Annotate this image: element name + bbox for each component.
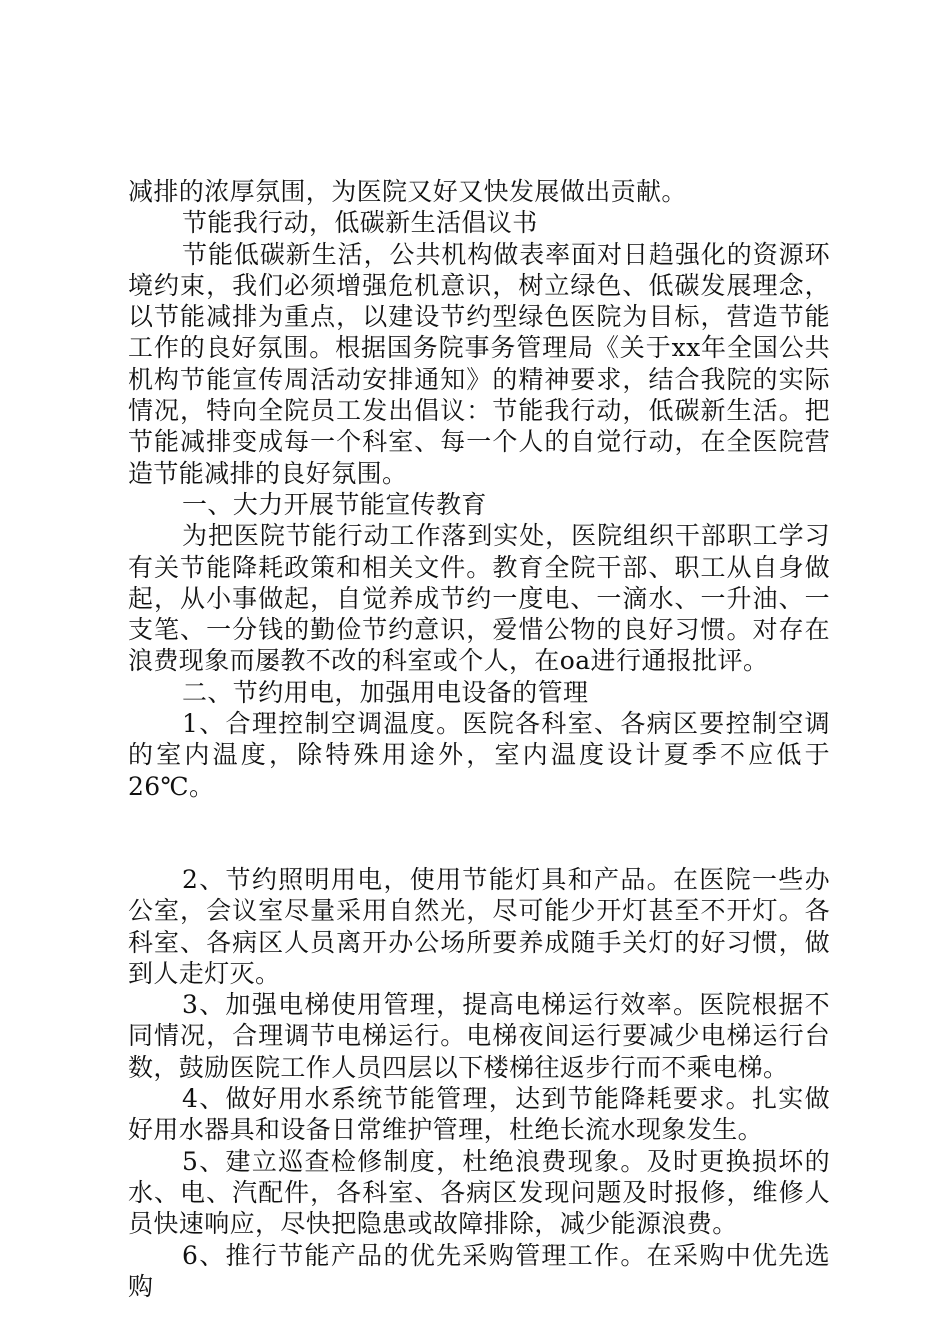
section-heading-2: 二、节约用电，加强用电设备的管理 xyxy=(182,677,589,707)
paragraph-proposal-body: 节能低碳新生活，公共机构做表率面对日趋强化的资源环境约束，我们必须增强危机意识，树立绿色、低碳发展理念，以节能减排为重点，以建设节约型绿色医院为目标，营造节能工作的良好氛围。根据国务院事务管理局《关于xx年全国公共机构节能宣传周活动安排通知》的精神要求，结合我院的实际情况，特向全院员工发出倡议：节能我行动，低碳新生活。把节能减排变成每一个科室、每一个人的自觉行动，在全医院营造节能减排的良好氛围。 xyxy=(128,239,830,488)
paragraph-section-1: 为把医院节能行动工作落到实处，医院组织干部职工学习有关节能降耗政策和相关文件。教育全院干部、职工从自身做起，从小事做起，自觉养成节约一度电、一滴水、一升油、一支笔、一分钱的勤俭节约意识，爱惜公物的良好习惯。对存在浪费现象而屡教不改的科室或个人，在oa进行通报批评。 xyxy=(128,521,830,676)
list-item-5: 5、建立巡查检修制度，杜绝浪费现象。及时更换损坏的水、电、汽配件，各科室、各病区发现问题及时报修，维修人员快速响应，尽快把隐患或故障排除，减少能源浪费。 xyxy=(128,1146,830,1239)
proposal-title: 节能我行动，低碳新生活倡议书 xyxy=(182,208,538,238)
list-item-4: 4、做好用水系统节能管理，达到节能降耗要求。扎实做好用水器具和设备日常维护管理，杜绝长流水现象发生。 xyxy=(128,1084,830,1145)
section-heading-1: 一、大力开展节能宣传教育 xyxy=(182,489,487,519)
list-item-2: 2、节约照明用电，使用节能灯具和产品。在医院一些办公室，会议室尽量采用自然光，尽可能少开灯甚至不开灯。各科室、各病区人员离开办公场所要养成随手关灯的好习惯，做到人走灯灭。 xyxy=(128,864,830,988)
list-item-6: 6、推行节能产品的优先采购管理工作。在采购中优先选购 xyxy=(128,1240,830,1301)
paragraph-intro-ending: 减排的浓厚氛围，为医院又好又快发展做出贡献。 xyxy=(128,177,687,206)
blank-gap xyxy=(128,802,830,864)
list-item-1: 1、合理控制空调温度。医院各科室、各病区要控制空调的室内温度，除特殊用途外，室内温度设计夏季不应低于26℃。 xyxy=(128,709,830,801)
list-item-3: 3、加强电梯使用管理，提高电梯运行效率。医院根据不同情况，合理调节电梯运行。电梯夜间运行要减少电梯运行台数，鼓励医院工作人员四层以下楼梯往返步行而不乘电梯。 xyxy=(128,990,830,1082)
document-body xyxy=(128,176,830,1302)
